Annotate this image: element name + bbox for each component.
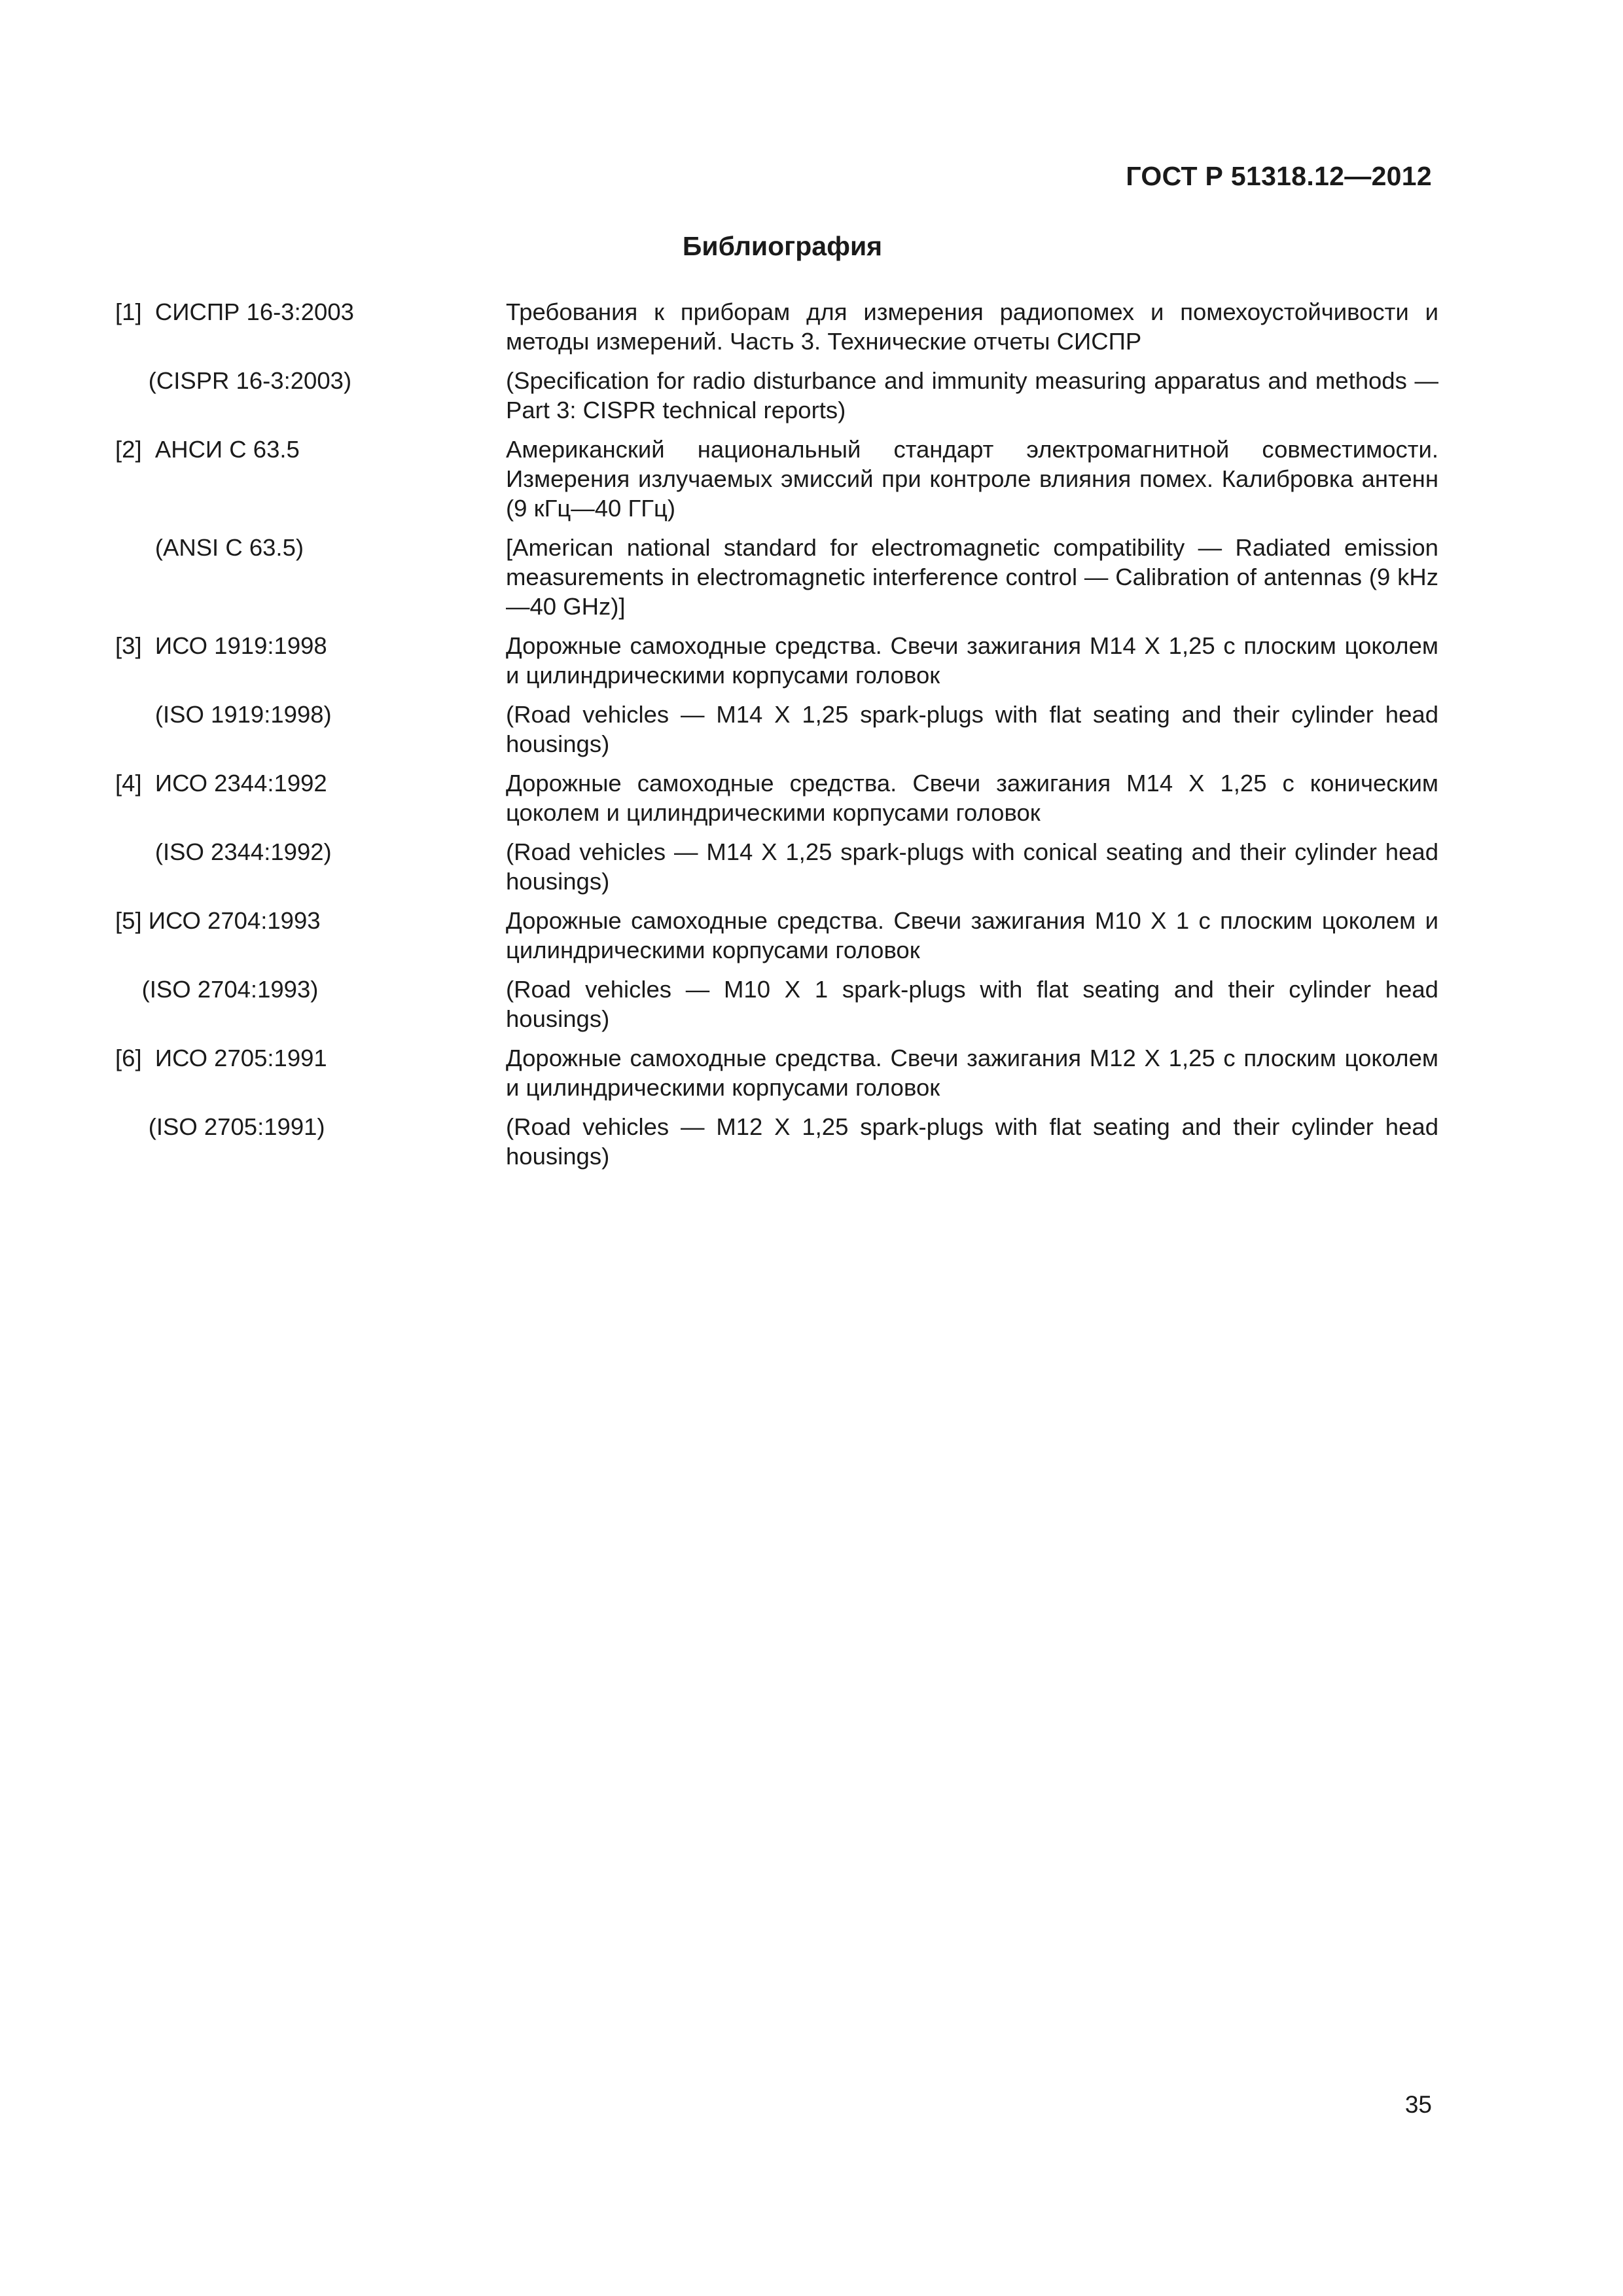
reference-id: (ISO 2344:1992) (115, 838, 332, 865)
reference-title: Дорожные самоходные средства. Свечи зажигания М14 Х 1,25 с коническим цоколем и цилиндрическими корпусами головок (506, 770, 1438, 826)
bibliography-entry (115, 975, 1438, 1033)
reference-title: [American national standard for electromagnetic compatibility — Radiated emission measurements in electromagnetic interference control — Calibration of antennas (9 kHz—40 GHz)] (506, 534, 1438, 620)
bibliography-entry (115, 906, 1438, 965)
reference-id: (CISPR 16-3:2003) (115, 367, 352, 394)
bibliography-entry (115, 1043, 1438, 1102)
bibliography-entry (115, 533, 1438, 621)
reference-id: [2] АНСИ С 63.5 (115, 436, 300, 463)
reference-title: Дорожные самоходные средства. Свечи зажигания М12 Х 1,25 с плоским цоколем и цилиндрическими корпусами головок (506, 1045, 1438, 1101)
reference-id: [1] СИСПР 16-3:2003 (115, 298, 354, 325)
page-number: 35 (1404, 2091, 1432, 2118)
bibliography-entry (115, 631, 1438, 690)
reference-title: Дорожные самоходные средства. Свечи зажигания М10 Х 1 с плоским цоколем и цилиндрическими корпусами головок (506, 907, 1438, 963)
reference-title: (Specification for radio disturbance and immunity measuring apparatus and methods — Part 3: CISPR technical reports) (506, 367, 1438, 423)
reference-title: (Road vehicles — M14 X 1,25 spark-plugs with conical seating and their cylinder head housings) (506, 838, 1438, 895)
bibliography-entry (115, 366, 1438, 425)
reference-id: [4] ИСО 2344:1992 (115, 770, 327, 797)
bibliography-entry (115, 1112, 1438, 1171)
bibliography-entry (115, 837, 1438, 896)
reference-id: [5] ИСО 2704:1993 (115, 907, 321, 934)
document-code: ГОСТ Р 51318.12—2012 (1126, 161, 1432, 191)
reference-id: [3] ИСО 1919:1998 (115, 632, 327, 659)
reference-id: (ANSI C 63.5) (115, 534, 304, 561)
reference-id: (ISO 1919:1998) (115, 701, 332, 728)
reference-id: (ISO 2705:1991) (115, 1113, 325, 1140)
reference-title: Требования к приборам для измерения радиопомех и помехоустойчивости и методы измерений. Часть 3. Технические отчеты СИСПР (506, 298, 1438, 355)
page-title: Библиография (682, 231, 883, 261)
reference-title: Дорожные самоходные средства. Свечи зажигания М14 Х 1,25 с плоским цоколем и цилиндрическими корпусами головок (506, 632, 1438, 689)
reference-title: Американский национальный стандарт электромагнитной совместимости. Измерения излучаемых эмиссий при контроле влияния помех. Калибровка антенн (9 кГц—40 ГГц) (506, 436, 1438, 522)
bibliography-list (115, 297, 1438, 1181)
bibliography-entry (115, 435, 1438, 523)
reference-id: [6] ИСО 2705:1991 (115, 1045, 327, 1071)
reference-title: (Road vehicles — M14 X 1,25 spark-plugs with flat seating and their cylinder head housings) (506, 701, 1438, 757)
reference-title: (Road vehicles — M12 X 1,25 spark-plugs with flat seating and their cylinder head housings) (506, 1113, 1438, 1170)
reference-id: (ISO 2704:1993) (115, 976, 319, 1003)
reference-title: (Road vehicles — M10 X 1 spark-plugs with flat seating and their cylinder head housings) (506, 976, 1438, 1032)
bibliography-entry (115, 768, 1438, 827)
bibliography-entry (115, 700, 1438, 759)
bibliography-entry (115, 297, 1438, 356)
